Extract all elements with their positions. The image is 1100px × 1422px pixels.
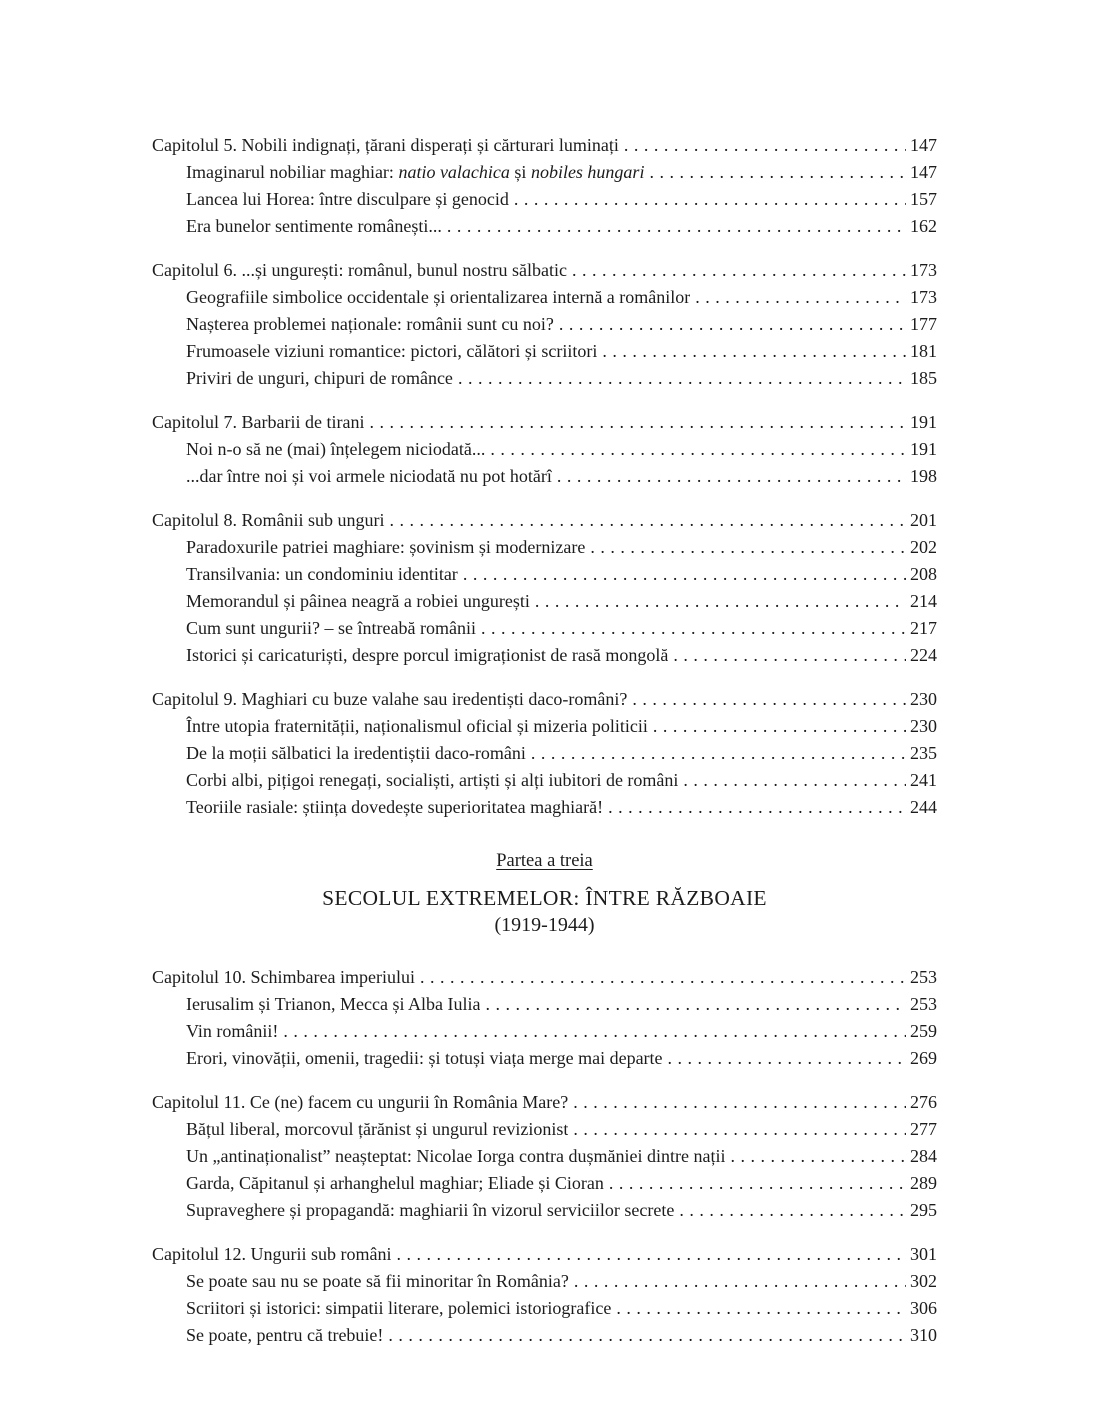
dot-leader <box>568 1089 906 1116</box>
page-number: 214 <box>910 591 937 611</box>
toc-entry-title <box>186 1045 663 1072</box>
dot-leader <box>678 767 906 794</box>
toc-entry-title <box>152 1089 568 1116</box>
toc-entry-title <box>186 1143 725 1170</box>
toc-entry-title <box>186 1018 278 1045</box>
dot-leader <box>668 642 906 669</box>
toc-title-segment: Corbi albi, pițigoi renegați, socialiști, artiști și alți iubitori de români <box>186 770 679 790</box>
toc-entry-title <box>186 767 678 794</box>
toc-entry-title <box>186 463 552 490</box>
toc-entry-title <box>186 991 480 1018</box>
toc-title-segment: Nașterea problemei naționale: românii sunt cu noi? <box>186 314 554 334</box>
toc-entry-row <box>152 561 937 588</box>
part-title: SECOLUL EXTREMELOR: ÎNTRE RĂZBOAIE <box>322 886 767 910</box>
toc-title-segment: Teoriile rasiale: știința dovedește superioritatea maghiară! <box>186 797 604 817</box>
page-number: 147 <box>910 162 937 182</box>
toc-chapter-row <box>152 409 937 436</box>
toc-entry-title <box>186 740 526 767</box>
toc-entry-row <box>152 1170 937 1197</box>
page-number: 185 <box>910 368 937 388</box>
toc-chapter-row <box>152 1241 937 1268</box>
toc-title-italic-segment: natio valachica <box>398 162 510 182</box>
page-number: 191 <box>910 439 937 459</box>
toc-title-segment: Priviri de unguri, chipuri de românce <box>186 368 453 388</box>
dot-leader <box>627 686 906 713</box>
toc-entry-title <box>152 686 627 713</box>
dot-leader <box>569 1268 906 1295</box>
dot-leader <box>453 365 906 392</box>
dot-leader <box>480 991 906 1018</box>
page-number: 277 <box>910 1119 937 1139</box>
toc-entry-row <box>152 642 937 669</box>
toc-entry-row <box>152 365 937 392</box>
dot-leader <box>619 132 906 159</box>
toc-entry-row <box>152 338 937 365</box>
toc-title-segment: ...dar între noi și voi armele niciodată nu pot hotărî <box>186 466 552 486</box>
toc-title-segment: Istorici și caricaturiști, despre porcul imigraționist de rasă mongolă <box>186 645 669 665</box>
toc-title-segment: Garda, Căpitanul și arhanghelul maghiar; Eliade și Cioran <box>186 1173 604 1193</box>
page-number: 230 <box>910 716 937 736</box>
part-kicker: Partea a treia <box>496 851 593 871</box>
page-number: 181 <box>910 341 937 361</box>
toc-entry-row <box>152 588 937 615</box>
chapter-group <box>152 409 937 490</box>
chapter-group <box>152 686 937 821</box>
page-number: 269 <box>910 1048 937 1068</box>
dot-leader <box>552 463 906 490</box>
toc-title-segment: Noi n-o să ne (mai) înțelegem niciodată... <box>186 439 486 459</box>
toc-entry-title <box>186 588 530 615</box>
toc-entry-title <box>186 1116 568 1143</box>
page-number: 244 <box>910 797 937 817</box>
dot-leader <box>391 1241 906 1268</box>
chapter-group <box>152 507 937 669</box>
dot-leader <box>364 409 906 436</box>
toc-title-segment: Capitolul 12. Ungurii sub români <box>152 1244 392 1264</box>
toc-entry-title <box>186 213 442 240</box>
dot-leader <box>585 534 906 561</box>
page-number: 173 <box>910 287 937 307</box>
page-number: 157 <box>910 189 937 209</box>
dot-leader <box>648 713 906 740</box>
toc-entry-title <box>186 1322 383 1349</box>
page-number: 208 <box>910 564 937 584</box>
toc-entry-row <box>152 186 937 213</box>
toc-entry-row <box>152 740 937 767</box>
toc-entry-title <box>186 284 690 311</box>
page-number: 173 <box>910 260 937 280</box>
toc-title-segment: Supraveghere și propagandă: maghiarii în vizorul serviciilor secrete <box>186 1200 675 1220</box>
page-number: 191 <box>910 412 937 432</box>
toc-entry-row <box>152 213 937 240</box>
toc-title-segment: Geografiile simbolice occidentale și orientalizarea internă a românilor <box>186 287 691 307</box>
dot-leader <box>485 436 906 463</box>
dot-leader <box>554 311 906 338</box>
dot-leader <box>458 561 906 588</box>
toc-entry-title <box>186 1268 569 1295</box>
toc-entry-row <box>152 463 937 490</box>
toc-entry-title <box>186 311 554 338</box>
dot-leader <box>597 338 906 365</box>
toc-title-segment: Transilvania: un condominiu identitar <box>186 564 458 584</box>
toc-entry-title <box>186 186 509 213</box>
toc-entry-title <box>152 132 619 159</box>
toc-title-segment: Capitolul 10. Schimbarea imperiului <box>152 967 415 987</box>
toc-entry-row <box>152 1018 937 1045</box>
dot-leader <box>725 1143 906 1170</box>
dot-leader <box>278 1018 906 1045</box>
page-number: 147 <box>910 135 937 155</box>
dot-leader <box>690 284 906 311</box>
page-number: 306 <box>910 1298 937 1318</box>
dot-leader <box>530 588 906 615</box>
toc-title-segment: Capitolul 9. Maghiari cu buze valahe sau iredentiști daco-români? <box>152 689 628 709</box>
toc-title-segment: Paradoxurile patriei maghiare: șovinism și modernizare <box>186 537 586 557</box>
toc-entry-title <box>186 338 597 365</box>
dot-leader <box>567 257 906 284</box>
toc-title-segment: Memorandul și pâinea neagră a robiei ungurești <box>186 591 530 611</box>
toc-entry-title <box>152 409 364 436</box>
toc-entry-row <box>152 1322 937 1349</box>
toc-title-segment: Frumoasele viziuni romantice: pictori, călători și scriitori <box>186 341 598 361</box>
toc-entry-title <box>152 507 385 534</box>
page-number: 259 <box>910 1021 937 1041</box>
toc-title-segment: Imaginarul nobiliar maghiar: <box>186 162 399 182</box>
toc-entry-row <box>152 1295 937 1322</box>
dot-leader <box>385 507 907 534</box>
dot-leader <box>526 740 906 767</box>
toc-entry-title <box>152 1241 391 1268</box>
dot-leader <box>663 1045 906 1072</box>
dot-leader <box>568 1116 906 1143</box>
toc-entry-row <box>152 794 937 821</box>
toc-entry-row <box>152 991 937 1018</box>
page-number: 253 <box>910 994 937 1014</box>
toc-title-segment: Cum sunt ungurii? – se întreabă românii <box>186 618 476 638</box>
toc-entry-title <box>186 713 648 740</box>
toc-entry-row <box>152 436 937 463</box>
page-number: 235 <box>910 743 937 763</box>
page-number: 289 <box>910 1173 937 1193</box>
toc-entry-row <box>152 1268 937 1295</box>
toc-title-segment: Se poate, pentru că trebuie! <box>186 1325 384 1345</box>
page-number: 253 <box>910 967 937 987</box>
page-number: 295 <box>910 1200 937 1220</box>
toc-title-segment: Capitolul 5. Nobili indignați, țărani disperați și cărturari luminați <box>152 135 619 155</box>
toc-title-segment: Ierusalim și Trianon, Mecca și Alba Iulia <box>186 994 481 1014</box>
toc-title-segment: Bățul liberal, morcovul țărănist și ungurul revizionist <box>186 1119 569 1139</box>
toc-entry-title <box>152 257 567 284</box>
toc-title-segment: Vin românii! <box>186 1021 279 1041</box>
toc-title-segment: Capitolul 6. ...și ungurești: românul, bunul nostru sălbatic <box>152 260 567 280</box>
part-divider <box>152 851 937 937</box>
toc-entry-title <box>186 1295 611 1322</box>
toc-chapter-row <box>152 1089 937 1116</box>
toc-title-segment: Capitolul 11. Ce (ne) facem cu ungurii în România Mare? <box>152 1092 569 1112</box>
toc-title-segment: Între utopia fraternității, naționalismul oficial și mizeria politicii <box>186 716 648 736</box>
dot-leader <box>383 1322 906 1349</box>
page-number: 301 <box>910 1244 937 1264</box>
toc-title-segment: Lancea lui Horea: între disculpare și genocid <box>186 189 509 209</box>
toc-entry-row <box>152 1116 937 1143</box>
toc-title-segment: Era bunelor sentimente românești... <box>186 216 442 236</box>
toc-title-segment: Un „antinaționalist” neașteptat: Nicolae Iorga contra dușmăniei dintre nații <box>186 1146 726 1166</box>
dot-leader <box>674 1197 906 1224</box>
chapter-group <box>152 132 937 240</box>
part-years: (1919-1944) <box>494 914 595 936</box>
toc-entry-title <box>186 159 644 186</box>
toc-chapter-row <box>152 686 937 713</box>
dot-leader <box>603 794 906 821</box>
toc-entry-row <box>152 159 937 186</box>
toc-entry-row <box>152 767 937 794</box>
page-number: 198 <box>910 466 937 486</box>
toc-entry-title <box>186 642 668 669</box>
page-number: 224 <box>910 645 937 665</box>
toc-entry-title <box>186 1197 674 1224</box>
toc-entry-title <box>186 365 453 392</box>
toc-entry-row <box>152 1143 937 1170</box>
toc-title-segment: De la moții sălbatici la iredentiștii daco-români <box>186 743 526 763</box>
dot-leader <box>644 159 906 186</box>
page-number: 302 <box>910 1271 937 1291</box>
page-number: 217 <box>910 618 937 638</box>
page-number: 241 <box>910 770 937 790</box>
page-number: 230 <box>910 689 937 709</box>
toc-list-top <box>152 132 937 821</box>
toc-title-segment: Erori, vinovății, omenii, tragedii: și totuși viața merge mai departe <box>186 1048 663 1068</box>
toc-entry-row <box>152 311 937 338</box>
toc-entry-title <box>152 964 415 991</box>
toc-entry-row <box>152 1045 937 1072</box>
toc-chapter-row <box>152 132 937 159</box>
chapter-group <box>152 964 937 1072</box>
toc-chapter-row <box>152 964 937 991</box>
toc-entry-title <box>186 561 458 588</box>
toc-entry-title <box>186 794 603 821</box>
dot-leader <box>415 964 906 991</box>
toc-entry-row <box>152 713 937 740</box>
page-number: 201 <box>910 510 937 530</box>
toc-chapter-row <box>152 507 937 534</box>
toc-title-italic-segment: nobiles hungari <box>530 162 645 182</box>
chapter-group <box>152 257 937 392</box>
page-number: 177 <box>910 314 937 334</box>
dot-leader <box>611 1295 906 1322</box>
toc-entry-title <box>186 615 476 642</box>
page-number: 202 <box>910 537 937 557</box>
dot-leader <box>442 213 906 240</box>
toc-title-segment: Scriitori și istorici: simpatii literare, polemici istoriografice <box>186 1298 612 1318</box>
toc-entry-row <box>152 284 937 311</box>
dot-leader <box>476 615 906 642</box>
toc-title-segment: Capitolul 7. Barbarii de tirani <box>152 412 365 432</box>
page-number: 276 <box>910 1092 937 1112</box>
toc-title-segment: Se poate sau nu se poate să fii minoritar în România? <box>186 1271 569 1291</box>
chapter-group <box>152 1089 937 1224</box>
dot-leader <box>509 186 906 213</box>
toc-entry-title <box>186 436 485 463</box>
dot-leader <box>604 1170 906 1197</box>
toc-entry-row <box>152 534 937 561</box>
toc-title-segment: și <box>509 162 531 182</box>
toc-chapter-row <box>152 257 937 284</box>
chapter-group <box>152 1241 937 1349</box>
toc-list-bottom <box>152 964 937 1349</box>
page-number: 284 <box>910 1146 937 1166</box>
page-number: 310 <box>910 1325 937 1345</box>
page-number: 162 <box>910 216 937 236</box>
toc-entry-title <box>186 534 585 561</box>
toc-title-segment: Capitolul 8. Românii sub unguri <box>152 510 385 530</box>
toc-entry-row <box>152 1197 937 1224</box>
toc-entry-title <box>186 1170 604 1197</box>
toc-entry-row <box>152 615 937 642</box>
